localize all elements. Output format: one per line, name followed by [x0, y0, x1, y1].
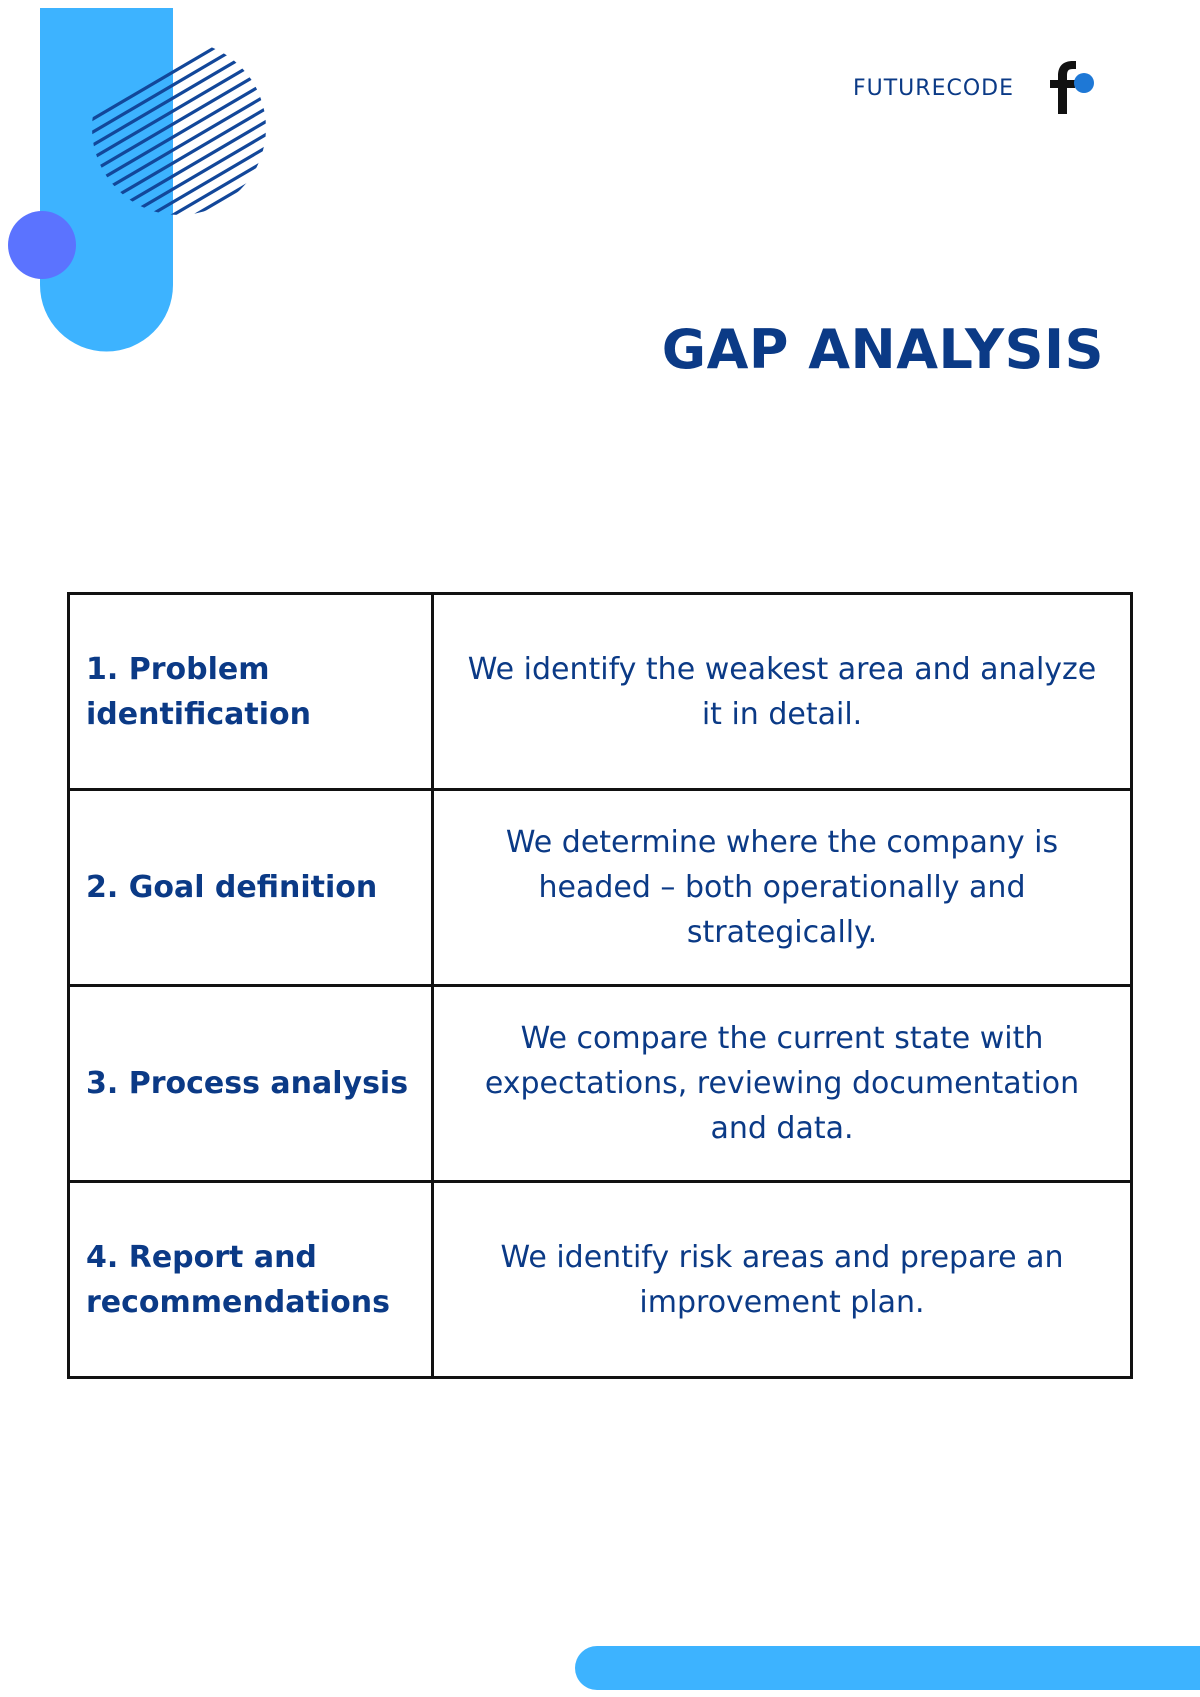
brand [853, 56, 1098, 120]
description-cell: We identify risk areas and prepare an improvement plan. [433, 1182, 1132, 1378]
brand-name: FUTURECODE [852, 75, 1014, 101]
step-cell: 2. Goal definition [69, 790, 433, 986]
step-cell: 1. Problem identification [69, 594, 433, 790]
decorative-shapes [0, 0, 300, 380]
page-title: GAP ANALYSIS [661, 318, 1104, 381]
gap-analysis-table [67, 592, 1133, 1379]
description-cell: We identify the weakest area and analyze it in detail. [433, 594, 1132, 790]
step-cell: 4. Report and recommendations [69, 1182, 433, 1378]
table-row [69, 594, 1132, 790]
small-periwinkle-circle [8, 211, 76, 279]
step-cell: 3. Process analysis [69, 986, 433, 1182]
table-row [69, 790, 1132, 986]
blue-pill-shape [40, 8, 173, 352]
table-row [69, 986, 1132, 1182]
description-cell: We compare the current state with expectations, reviewing documentation and data. [433, 986, 1132, 1182]
description-cell: We determine where the company is headed – both operationally and strategically. [433, 790, 1132, 986]
table-row [69, 1182, 1132, 1378]
futurecode-logo-icon [1028, 56, 1098, 120]
bottom-accent-bar [575, 1646, 1200, 1690]
